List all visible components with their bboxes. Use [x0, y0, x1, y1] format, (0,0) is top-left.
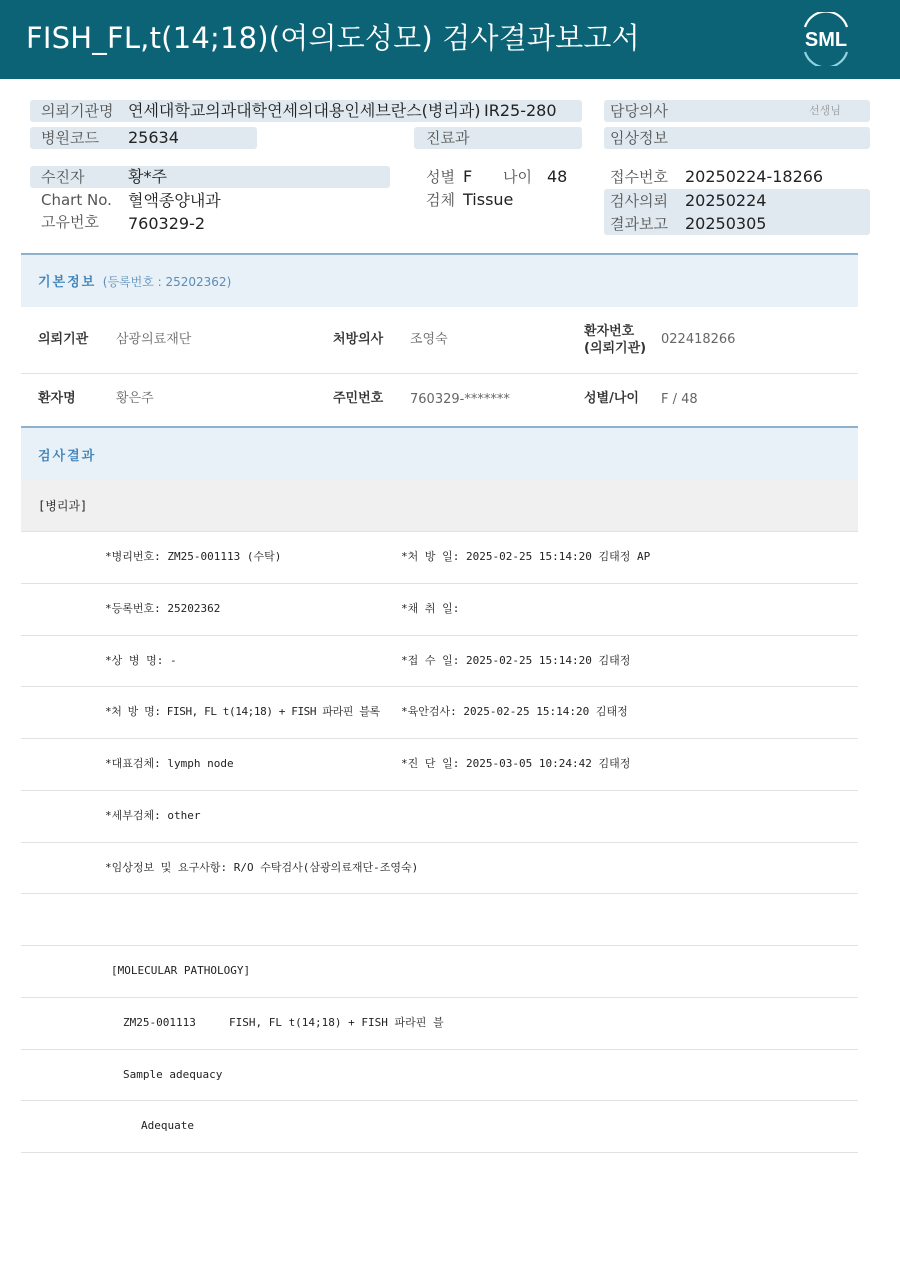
divider — [21, 738, 858, 739]
basic-row1-label2: 처방의사 — [333, 332, 384, 347]
result-report-label: 결과보고 — [610, 215, 668, 233]
hospital-code-value: 25634 — [128, 128, 179, 147]
result-row-right: *진 단 일: 2025-03-05 10:24:42 김태정 — [401, 757, 631, 770]
basic-row1-label3: 환자번호 (의뢰기관) — [584, 324, 647, 356]
doctor-suffix: 선생님 — [809, 104, 841, 117]
svg-text:SML: SML — [804, 29, 848, 51]
receipt-number-label: 접수번호 — [610, 168, 668, 186]
basic-row2-value1: 황은주 — [116, 391, 154, 406]
unique-number-label: 고유번호 — [41, 213, 99, 231]
unique-number-value: 760329-2 — [128, 214, 206, 233]
divider — [21, 842, 858, 843]
basic-row1-value1: 삼광의료재단 — [116, 332, 192, 347]
test-request-label: 검사의뢰 — [610, 192, 668, 210]
test-request-value: 20250224 — [685, 191, 767, 210]
molecular-test-line: ZM25-001113 FISH, FL t(14;18) + FISH 파라핀 블 — [123, 1016, 444, 1029]
result-report-value: 20250305 — [685, 214, 767, 233]
department-label: 진료과 — [426, 129, 470, 147]
chart-number-label: Chart No. — [41, 191, 112, 209]
basic-row1-value3: 022418266 — [661, 332, 736, 347]
basic-row1-label1: 의뢰기관 — [38, 332, 89, 347]
sex-value: F — [463, 167, 473, 186]
sex-label: 성별 — [426, 168, 455, 186]
sample-adequacy-label: Sample adequacy — [123, 1068, 223, 1081]
basic-row2-label1: 환자명 — [38, 391, 76, 406]
basic-row2-label3: 성별/나이 — [584, 391, 639, 406]
result-row-left: *병리번호: ZM25-001113 (수탁) — [105, 550, 282, 563]
registration-number: (등록번호 : 25202362) — [102, 275, 232, 289]
divider — [21, 583, 858, 584]
sml-logo — [797, 12, 855, 66]
result-row-left: *세부검체: other — [105, 809, 201, 822]
result-row-right: *처 방 일: 2025-02-25 15:14:20 김태정 AP — [401, 550, 651, 563]
divider — [21, 1049, 858, 1050]
basic-info-title: 기본정보 (등록번호 : 25202362) — [38, 275, 232, 290]
basic-row2-value2: 760329-******* — [410, 392, 510, 407]
divider — [21, 373, 858, 374]
receipt-number-value: 20250224-18266 — [685, 167, 824, 186]
basic-row1-value2: 조영숙 — [410, 332, 448, 347]
clinical-info-label: 임상정보 — [610, 129, 668, 147]
result-row-right: *육안검사: 2025-02-25 15:14:20 김태정 — [401, 705, 628, 718]
basic-row2-label2: 주민번호 — [333, 391, 384, 406]
result-row-right: *채 취 일: — [401, 602, 460, 615]
result-row-left: *상 병 명: - — [105, 654, 177, 667]
divider — [21, 945, 858, 946]
results-subheader-row — [21, 480, 858, 532]
chart-number-value: 혈액종양내과 — [128, 191, 221, 210]
result-row-right: *접 수 일: 2025-02-25 15:14:20 김태정 — [401, 654, 631, 667]
divider — [21, 686, 858, 687]
pathology-subheader: [병리과] — [38, 499, 88, 513]
divider — [21, 635, 858, 636]
result-row-left: *대표검체: lymph node — [105, 757, 234, 770]
age-label: 나이 — [503, 168, 532, 186]
specimen-label: 검체 — [426, 191, 455, 209]
patient-value: 황*주 — [128, 167, 167, 186]
basic-row2-value3: F / 48 — [661, 392, 698, 407]
divider — [21, 531, 858, 532]
results-title: 검사결과 — [38, 449, 97, 464]
specimen-value: Tissue — [463, 190, 514, 209]
hospital-code-label: 병원코드 — [41, 129, 99, 147]
patient-label: 수진자 — [41, 168, 85, 186]
divider — [21, 1100, 858, 1101]
molecular-pathology-header: [MOLECULAR PATHOLOGY] — [111, 964, 251, 977]
divider — [21, 1152, 858, 1153]
doctor-label: 담당의사 — [610, 102, 668, 120]
request-institution-label: 의뢰기관명 — [41, 102, 114, 120]
request-institution-value: 연세대학교의과대학연세의대용인세브란스(병리과) — [128, 101, 481, 120]
results-section-header — [21, 426, 858, 480]
divider — [21, 893, 858, 894]
sample-adequacy-value: Adequate — [141, 1119, 194, 1132]
result-row-left: *처 방 명: FISH, FL t(14;18) + FISH 파라핀 블록 — [105, 705, 380, 718]
age-value: 48 — [547, 167, 568, 186]
divider — [21, 790, 858, 791]
result-row-left: *등록번호: 25202362 — [105, 602, 221, 615]
divider — [21, 997, 858, 998]
request-number: IR25-280 — [484, 101, 557, 120]
report-title: FISH_FL,t(14;18)(여의도성모) 검사결과보고서 — [26, 21, 640, 55]
result-row-left: *임상정보 및 요구사항: R/O 수탁검사(삼광의료재단-조영숙) — [105, 861, 419, 874]
